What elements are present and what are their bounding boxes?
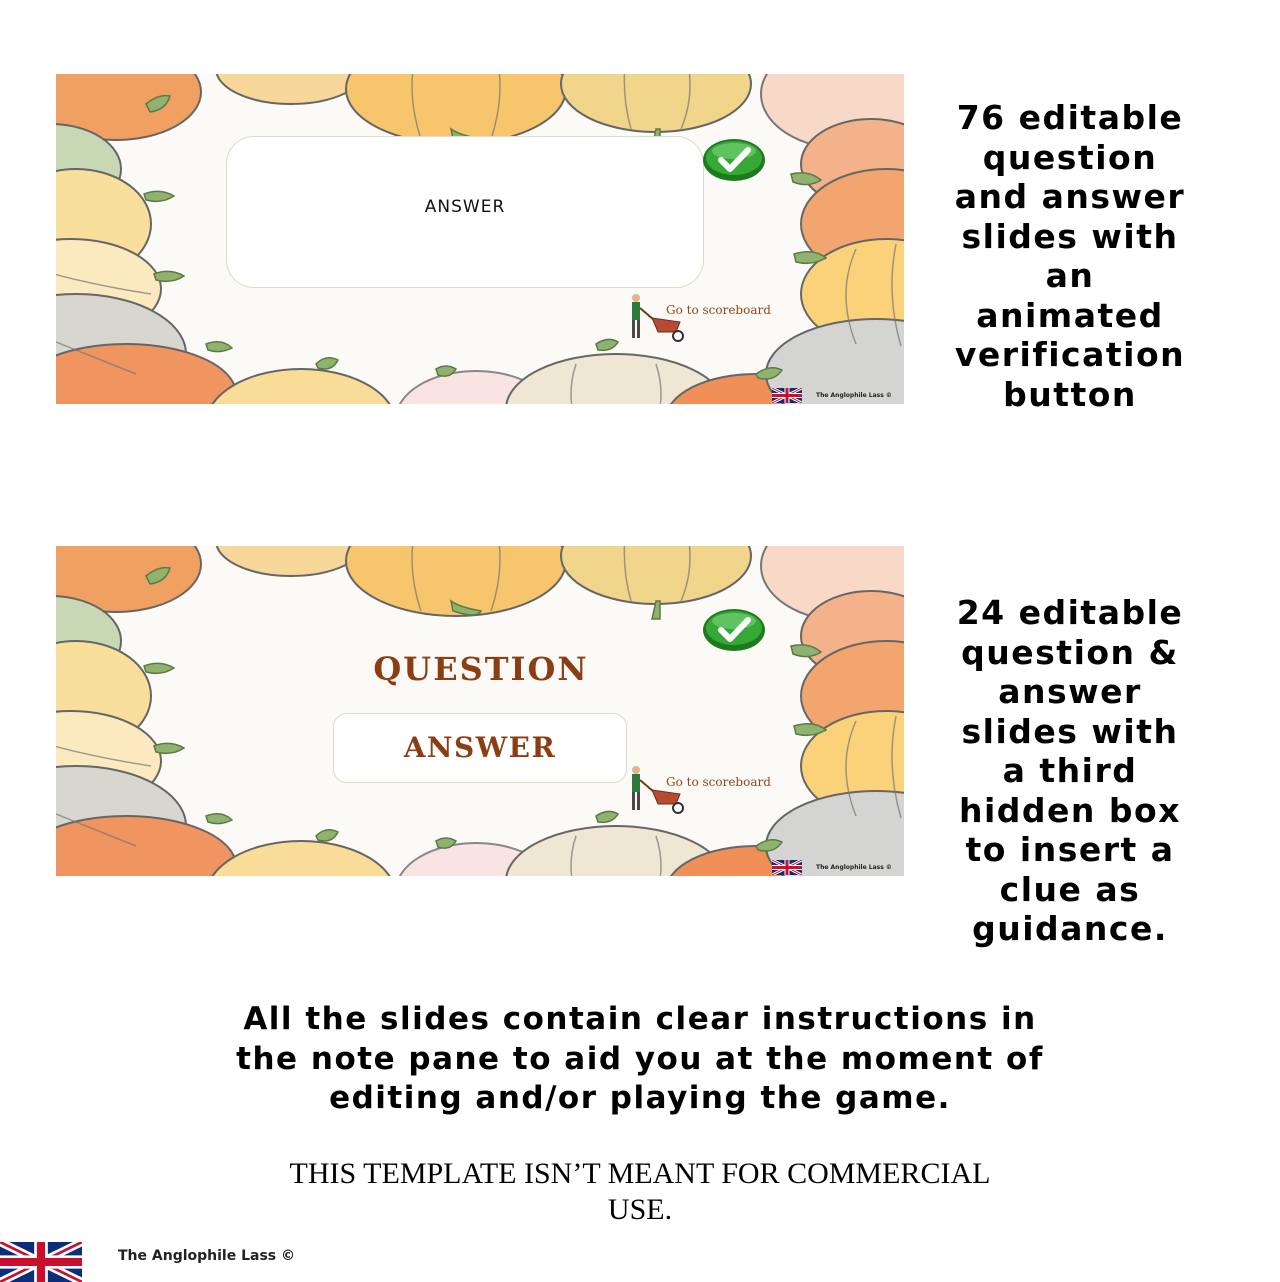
- question-label: QUESTION: [373, 650, 589, 688]
- uk-flag-icon: [772, 860, 802, 875]
- answer-slide-preview: [56, 74, 904, 404]
- answer-label: ANSWER: [403, 731, 557, 764]
- go-to-scoreboard-link[interactable]: Go to scoreboard: [666, 775, 771, 789]
- answer-label: ANSWER: [424, 197, 506, 217]
- description-2: 24 editable question & answer slides with a third hidden box to insert a clue as guidance.: [956, 593, 1184, 948]
- uk-flag-icon: [772, 388, 802, 403]
- checkmark-icon[interactable]: [702, 138, 766, 182]
- slide-credit: The Anglophile Lass ©: [816, 864, 892, 871]
- uk-flag-icon: [0, 1242, 82, 1282]
- pumpkin-border-image: [56, 546, 904, 876]
- go-to-scoreboard-link[interactable]: Go to scoreboard: [666, 303, 771, 317]
- question-answer-slide-preview: [56, 546, 904, 876]
- footer-credit: The Anglophile Lass ©: [118, 1248, 295, 1264]
- slide-credit: The Anglophile Lass ©: [816, 392, 892, 399]
- farmer-wheelbarrow-icon[interactable]: [626, 292, 686, 344]
- answer-box: [333, 713, 627, 783]
- checkmark-icon[interactable]: [702, 608, 766, 652]
- answer-box: [226, 136, 704, 288]
- commercial-use-disclaimer: THIS TEMPLATE ISN’T MEANT FOR COMMERCIAL USE.: [289, 1157, 991, 1226]
- farmer-wheelbarrow-icon[interactable]: [626, 764, 686, 816]
- description-1: 76 editable question and answer slides with an animated verification button: [954, 98, 1186, 414]
- notes-description: All the slides contain clear instructions in the note pane to aid you at the moment of editing and/or playing the game.: [236, 1001, 1044, 1116]
